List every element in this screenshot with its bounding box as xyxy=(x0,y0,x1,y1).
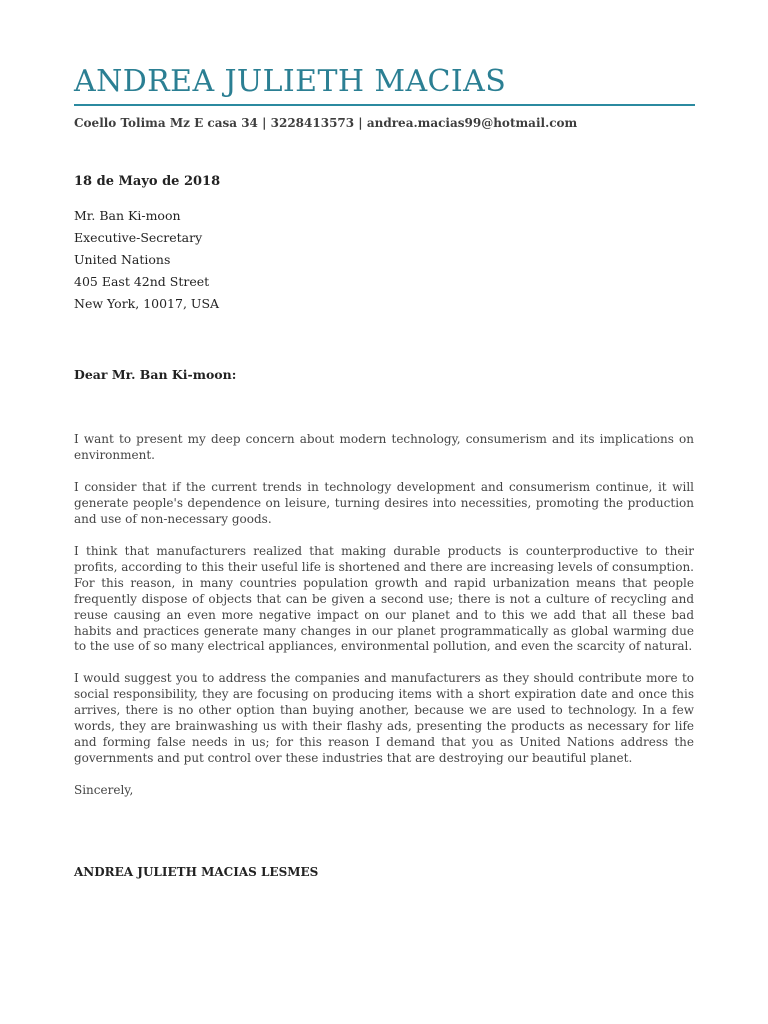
recipient-street: 405 East 42nd Street xyxy=(74,274,210,289)
body-paragraph: I would suggest you to address the companies and manufacturers as they should contribute more to social responsibility, they are focusing on producing items with a short expiration date and once this arrives, there is no other option than buying another, because we are used to technology. In a few words, they are brainwashing us with their flashy ads, presenting the products as necessary for life and forming false needs in us; for this reason I demand that you as United Nations address the governments and put control over these industries that are destroying our beautiful planet. xyxy=(74,671,694,765)
recipient-city: New York, 10017, USA xyxy=(74,296,220,311)
recipient-organization: United Nations xyxy=(74,252,171,267)
sender-name-heading: ANDREA JULIETH MACIAS xyxy=(74,64,507,99)
closing: Sincerely, xyxy=(74,783,134,797)
recipient-address xyxy=(74,205,219,315)
signature-name: ANDREA JULIETH MACIAS LESMES xyxy=(74,865,319,879)
recipient-title: Executive-Secretary xyxy=(74,230,203,245)
body-paragraph: I consider that if the current trends in technology development and consumerism continue, it will generate people's dependence on leisure, turning desires into necessities, promoting the production and use of non-necessary goods. xyxy=(74,480,694,526)
contact-info: Coello Tolima Mz E casa 34 | 3228413573 | andrea.macias99@hotmail.com xyxy=(74,116,578,130)
heading-divider xyxy=(74,104,695,106)
salutation: Dear Mr. Ban Ki-moon: xyxy=(74,367,237,382)
letter-date: 18 de Mayo de 2018 xyxy=(74,174,221,189)
recipient-name: Mr. Ban Ki-moon xyxy=(74,208,181,223)
body-paragraph: I think that manufacturers realized that making durable products is counterproductive to their profits, according to this their useful life is shortened and there are increasing levels of consumption. For this reason, in many countries population growth and rapid urbanization means that people frequently dispose of objects that can be given a second use; there is not a culture of recycling and reuse causing an even more negative impact on our planet and to this we add that all these bad habits and practices generate many changes in our planet programmatically as global warming due to the use of so many electrical appliances, environmental pollution, and even the scarcity of natural. xyxy=(74,544,694,654)
body-paragraph: I want to present my deep concern about modern technology, consumerism and its implications on environment. xyxy=(74,432,694,462)
